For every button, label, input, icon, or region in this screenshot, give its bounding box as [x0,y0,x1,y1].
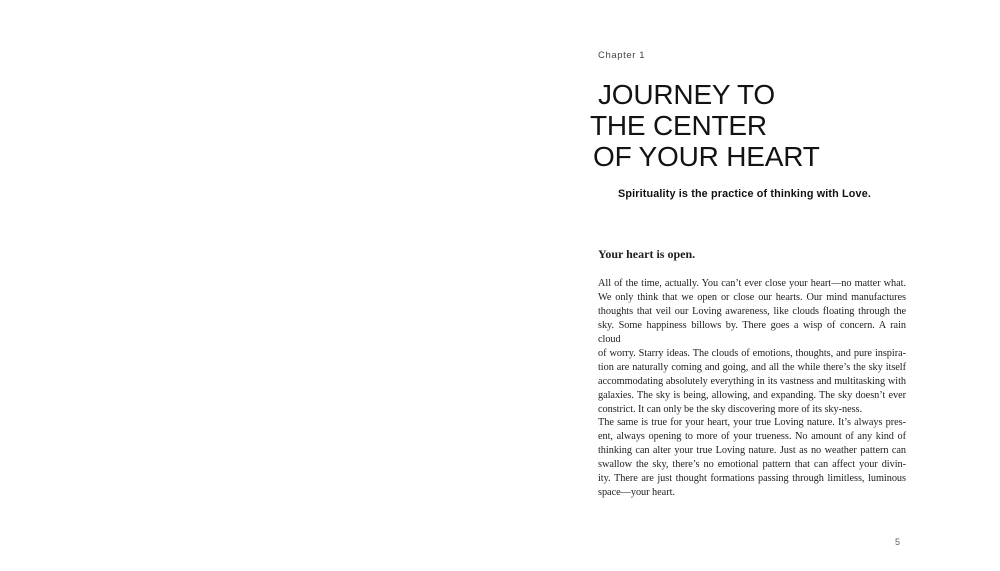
text-line: The same is true for your heart, your true Loving nature. It’s always pres- [598,417,906,428]
chapter-title-line: THE CENTER [590,110,767,141]
body-paragraph-1 [598,277,906,417]
text-line: tion are naturally coming and going, and all the while there’s the sky itself [598,362,906,373]
text-line: of worry. Starry ideas. The clouds of emotions, thoughts, and pure inspira- [598,348,906,359]
text-line: swallow the sky, there’s no emotional pattern that can affect your divin- [598,459,906,470]
chapter-title-line: JOURNEY TO [598,79,775,110]
chapter-label: Chapter 1 [598,50,646,61]
chapter-title [590,79,820,172]
chapter-title-line: OF YOUR HEART [593,141,820,172]
text-line: ent, always opening to more of your trueness. No amount of any kind of [598,431,906,442]
text-line: space—your heart. [598,487,675,498]
body-paragraph-2 [598,416,906,500]
text-line: All of the time, actually. You can’t ever close your heart—no matter what. [598,278,906,289]
lead-in-sentence: Your heart is open. [598,247,696,261]
text-line: ity. There are just thought formations passing through limitless, luminous [598,473,906,484]
page-number: 5 [895,537,901,547]
text-line: accommodating absolutely everything in its vastness and multitasking with [598,376,906,387]
text-line: thoughts that veil our Loving awareness, like clouds floating through the [598,306,906,317]
text-line: thinking can alter your true Loving nature. Just as no weather pattern can [598,445,906,456]
text-line: sky. Some happiness billows by. There goes a wisp of concern. A rain cloud [598,320,906,345]
text-line: constrict. It can only be the sky discovering more of its sky-ness. [598,404,863,415]
text-line: We only think that we open or close our hearts. Our mind manufactures [598,292,906,303]
text-line: galaxies. The sky is being, allowing, and expanding. The sky doesn’t ever [598,390,906,401]
chapter-subtitle: Spirituality is the practice of thinking with Love. [618,188,872,200]
